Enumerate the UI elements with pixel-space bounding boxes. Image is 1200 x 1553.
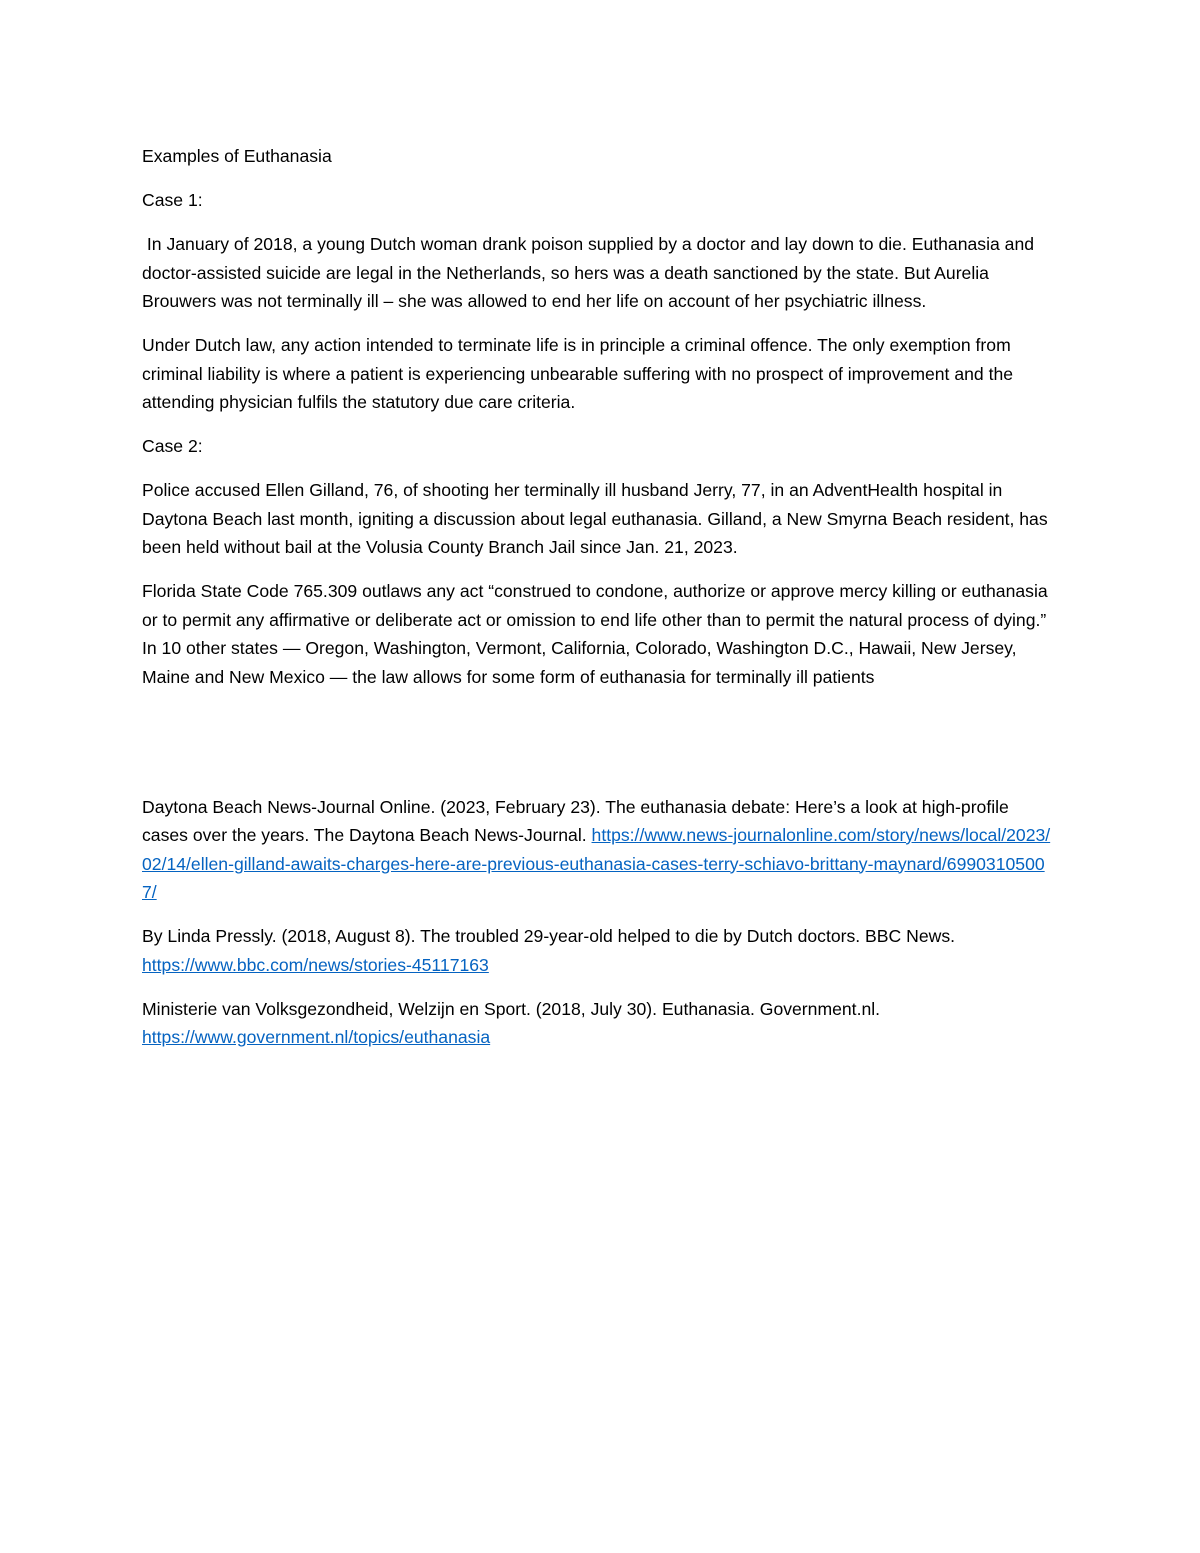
reference-1-link[interactable]: https://www.news-journalonline.com/story/news/local/2023/02/14/ellen-gilland-awaits-charges-here-are-previous-euthanasia-cases-terry-schiavo-brittany-maynard/69903105007/ <box>142 825 1051 902</box>
case-1-paragraph-2: Under Dutch law, any action intended to terminate life is in principle a criminal offence. The only exemption from criminal liability is where a patient is experiencing unbearable suffering with no prospect of improvement and the attending physician fulfils the statutory due care criteria. <box>142 335 1014 412</box>
case-2-heading: Case 2: <box>142 436 203 456</box>
case-1-paragraph-1: In January of 2018, a young Dutch woman drank poison supplied by a doctor and lay down to die. Euthanasia and doctor-assisted suicide are legal in the Netherlands, so hers was a death sanctioned by the state. But Aurelia Brouwers was not terminally ill – she was allowed to end her life on account of her psychiatric illness. <box>142 234 1039 311</box>
reference-3-citation: Ministerie van Volksgezondheid, Welzijn en Sport. (2018, July 30). Euthanasia. Government.nl. <box>142 998 881 1019</box>
reference-3 <box>142 995 1058 1052</box>
document-title: Examples of Euthanasia <box>142 146 332 166</box>
case-1-heading: Case 1: <box>142 190 203 210</box>
reference-3-link[interactable]: https://www.government.nl/topics/euthanasia <box>142 1027 491 1047</box>
reference-2-citation: By Linda Pressly. (2018, August 8). The troubled 29-year-old helped to die by Dutch doctors. BBC News. <box>142 926 956 946</box>
reference-1 <box>142 793 1058 907</box>
reference-2 <box>142 922 1058 979</box>
reference-2-link[interactable]: https://www.bbc.com/news/stories-45117163 <box>142 954 489 975</box>
blank-space <box>142 707 1058 793</box>
reference-1-citation: Daytona Beach News-Journal Online. (2023, February 23). The euthanasia debate: Here’s a look at high-profile cases over the years. The Daytona Beach News-Journal. <box>142 796 1009 845</box>
document-body <box>142 142 1058 1067</box>
case-2-paragraph-2: Florida State Code 765.309 outlaws any act “construed to condone, authorize or approve mercy killing or euthanasia or to permit any affirmative or deliberate act or omission to end life other than to permit the natural process of dying.” In 10 other states — Oregon, Washington, Vermont, California, Colorado, Washington D.C., Hawaii, New Jersey, Maine and New Mexico — the law allows for some form of euthanasia for terminally ill patients <box>142 581 1048 687</box>
case-2-paragraph-1: Police accused Ellen Gilland, 76, of shooting her terminally ill husband Jerry, 77, in an AdventHealth hospital in Daytona Beach last month, igniting a discussion about legal euthanasia. Gilland, a New Smyrna Beach resident, has been held without bail at the Volusia County Branch Jail since Jan. 21, 2023. <box>142 480 1048 557</box>
